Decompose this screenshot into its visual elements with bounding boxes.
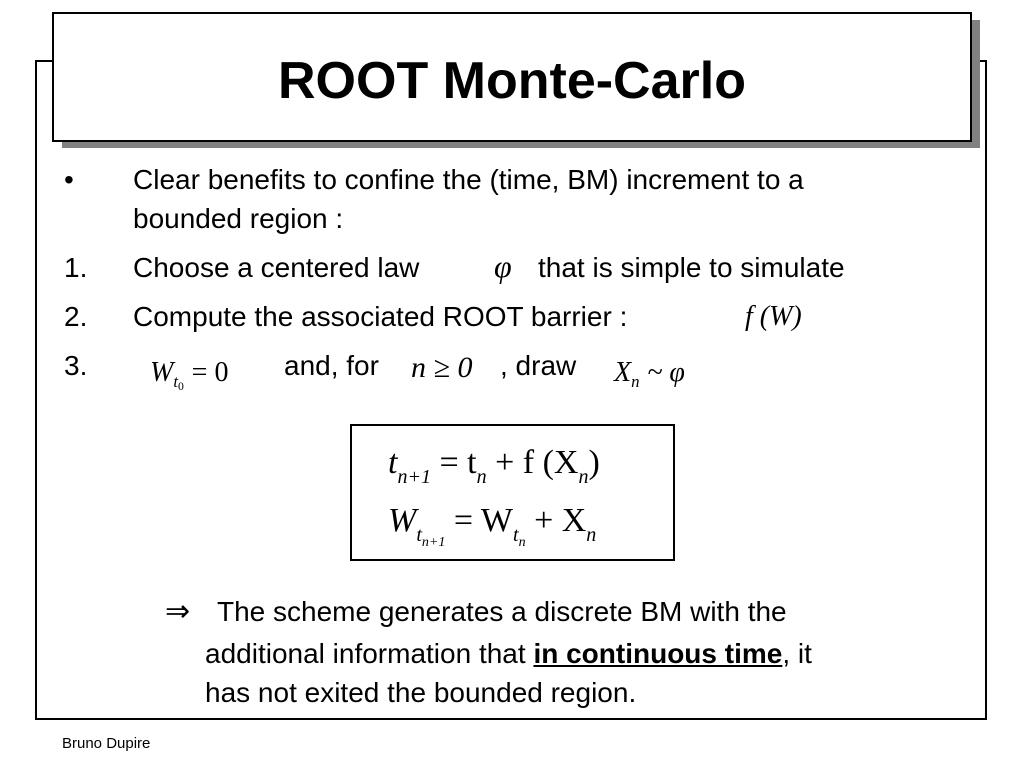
conclusion-line-3: has not exited the bounded region. (205, 677, 637, 708)
time-update-equation: $t_{n+1} = t_n + f$ $(X_n)$ (388, 444, 600, 488)
condition-n: n ≥ 0 (411, 351, 473, 384)
bullet-marker: • (64, 164, 74, 195)
bullet-line-1: Clear benefits to confine the (time, BM) increment to a (133, 164, 804, 195)
implies-arrow: ⇒ (165, 595, 191, 628)
barrier-function: f (W) (745, 301, 802, 332)
list-text: Compute the associated ROOT barrier : (133, 301, 628, 332)
formula-box (350, 424, 675, 561)
emphasis-continuous-time: in continuous time (533, 638, 783, 669)
initial-condition: $W_{t0} = 0$ (150, 357, 229, 393)
bm-update-equation: $W_{t_{n+1}} = W_{t_n} + X_n$ (388, 502, 597, 550)
text-draw: , draw (500, 350, 577, 381)
phi-symbol: φ (494, 248, 512, 284)
bullet-line-2: bounded region : (133, 203, 344, 234)
list-text-after: that is simple to simulate (538, 252, 845, 283)
conclusion-line-1: The scheme generates a discrete BM with the (217, 596, 787, 627)
list-text: Choose a centered law (133, 252, 420, 283)
footer-author: Bruno Dupire (62, 735, 151, 752)
draw-expression: $X_n$ ~ φ (614, 357, 685, 391)
conclusion-line-2: additional information that in continuous time, it (205, 638, 812, 669)
list-number: 3. (64, 350, 88, 381)
text-and-for: and, for (284, 350, 379, 381)
list-number: 2. (64, 301, 88, 332)
page-title: ROOT Monte-Carlo (278, 52, 746, 110)
title-box (52, 12, 972, 142)
list-number: 1. (64, 252, 88, 283)
